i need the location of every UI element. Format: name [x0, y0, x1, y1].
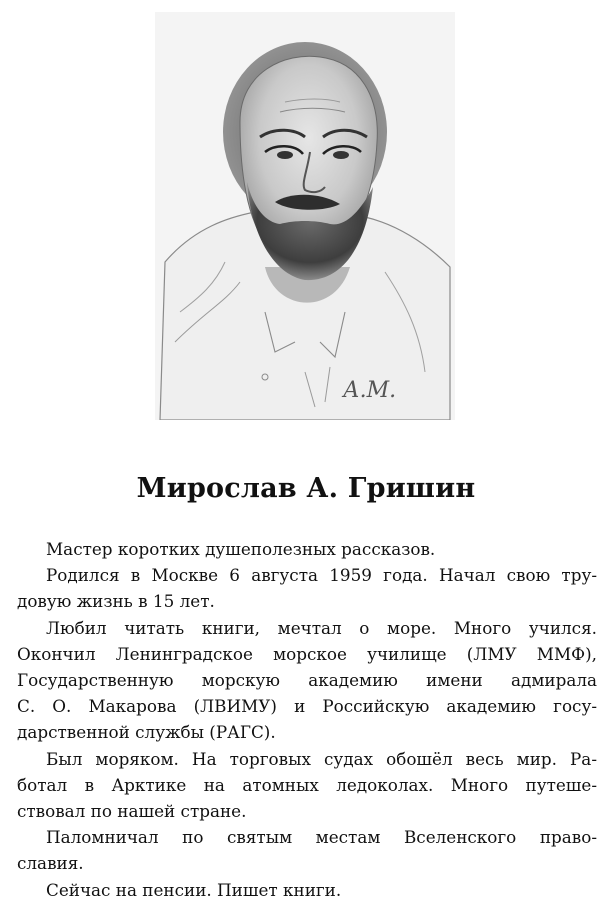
author-biography: [17, 536, 597, 903]
bio-paragraph-3-line-1: Любил читать книги, мечтал о море. Много учился.: [46, 617, 597, 638]
portrait-sketch-image: [155, 12, 455, 420]
bio-paragraph-2-line-2: довую жизнь в 15 лет.: [17, 591, 215, 612]
bio-paragraph-3-line-5: дарственной службы (РАГС).: [17, 722, 276, 743]
author-portrait-drawing: [155, 12, 455, 420]
bio-paragraph-1-line-1: Мастер коротких душеполезных рассказов.: [46, 539, 436, 559]
bio-paragraph-6-line-1: Сейчас на пенсии. Пишет книги.: [46, 879, 342, 900]
bio-paragraph-4-line-2: ботал в Арктике на атомных ледоколах. Много путеше-: [17, 774, 597, 795]
bio-paragraph-2-line-1: Родился в Москве 6 августа 1959 года. Начал свою тру-: [46, 565, 597, 586]
bio-paragraph-3-line-3: Государственную морскую академию имени адмирала: [17, 670, 597, 691]
artist-signature: А.М.: [343, 378, 397, 403]
bio-paragraph-5-line-2: славия.: [17, 853, 84, 874]
bio-paragraph-3-line-4: С. О. Макарова (ЛВИМУ) и Российскую академию госу-: [17, 696, 597, 717]
bio-paragraph-5-line-1: Паломничал по святым местам Вселенского право-: [46, 827, 597, 848]
bio-paragraph-4-line-3: ствовал по нашей стране.: [17, 801, 247, 822]
bio-paragraph-4-line-1: Был моряком. На торговых судах обошёл весь мир. Ра-: [46, 748, 597, 769]
author-name-heading: Мирослав А. Гришин: [136, 473, 476, 504]
bio-paragraph-3-line-2: Окончил Ленинградское морское училище (ЛМУ ММФ),: [17, 643, 597, 664]
